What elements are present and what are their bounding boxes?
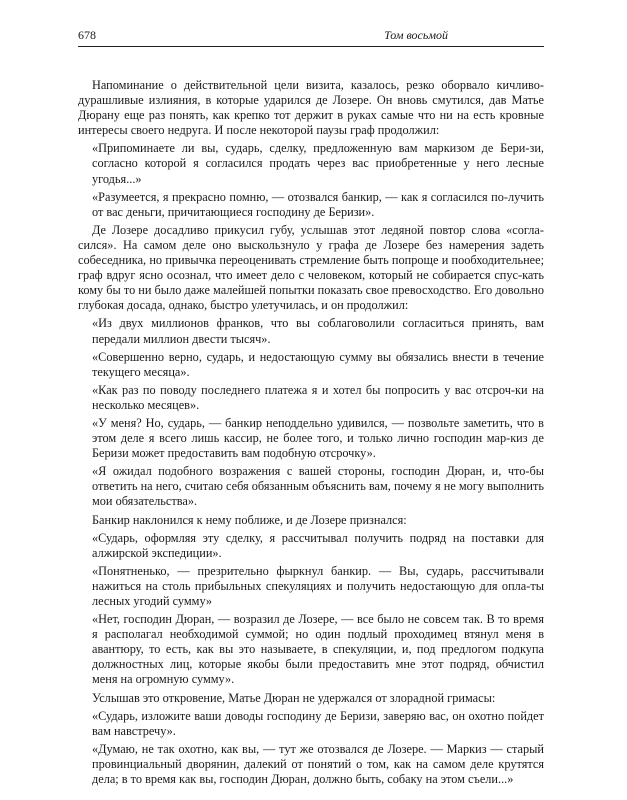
dialogue-line: «У меня? Но, сударь, — банкир неподдельно удивился, — позвольте заметить, что в этом деле я всего лишь кассир, не более того, и только лично господин мар-киз де Беризи может предоставить вам подобную отсрочку».: [92, 415, 544, 461]
dialogue-line: «Нет, господин Дюран, — возразил де Лозере, — все было не совсем так. В то время я располагал необходимой суммой; но один подлый проходимец втянул меня в авантюру, то есть, как вы это называете, в спекуляции, и, под предлогом подкупа должностных лиц, которые якобы были предоставить мне этот подряд, обчистил меня на огромную сумму».: [92, 612, 544, 687]
dialogue-line: «Как раз по поводу последнего платежа я и хотел бы попросить у вас отсроч-ки на несколько месяцев».: [92, 382, 544, 412]
dialogue-line: «Разумеется, я прекрасно помню, — отозвался банкир, — как я согласился по-лучить от вас деньги, причитающиеся господину де Беризи».: [92, 189, 544, 219]
page-header: [78, 28, 544, 47]
dialogue-line: «Припоминаете ли вы, сударь, сделку, предложенную вам маркизом де Бери-зи, согласно которой я согласился продать через вас приобретенные у него лесные угодья...»: [92, 141, 544, 186]
page-number: 678: [78, 28, 96, 42]
paragraph: Напоминание о действительной цели визита, казалось, резко оборвало кичливо-дурашливые излияния, в которые ударился де Лозере. Он вновь смутился, дав Матье Дюрану еще раз понять, как крепко тот держит в руках самые что ни на есть кровные интересы своего недруга. И после некоторой паузы граф продолжил:: [78, 78, 544, 138]
dialogue-line: «Сударь, оформляя эту сделку, я рассчитывал получить подряд на поставки для алжирской экспедиции».: [92, 530, 544, 560]
running-title: Том восьмой: [384, 28, 448, 42]
paragraph: Услышав это откровение, Матье Дюран не удержался от злорадной гримасы:: [92, 690, 496, 705]
dialogue-line: «Совершенно верно, сударь, и недостающую сумму вы обязались внести в течение текущего месяца».: [92, 349, 544, 379]
dialogue-line: «Я ожидал подобного возражения с вашей стороны, господин Дюран, и, что-бы ответить на него, считаю себя обязанным объяснить вам, почему я не могу выполнить мои обязательства».: [92, 464, 544, 509]
dialogue-line: «Сударь, изложите ваши доводы господину де Беризи, заверяю вас, он охотно пойдет вам навстречу».: [92, 708, 544, 738]
paragraph: Де Лозере досадливо прикусил губу, услышав этот ледяной повтор слова «согла-сился». На самом деле оно выскользнуло у графа де Лозере без намерения задеть собеседника, но привычка переоценивать стремление быть попроще и пообходительнее; граф вдруг ясно осознал, что имеет дело с человеком, который не собирается спус-кать кому бы то ни было даже малейшей попытки показать свое превосходство. Его довольно глубокая досада, однако, быстро улетучилась, и он продолжил:: [78, 222, 544, 313]
dialogue-line: «Понятненько, — презрительно фыркнул банкир. — Вы, сударь, рассчитывали нажиться на столь прибыльных спекуляциях и получить недостающую для опла-ты лесных угодий сумму»: [92, 563, 544, 608]
dialogue-line: «Из двух миллионов франков, что вы соблаговолили согласиться принять, вам передали миллион двести тысяч».: [92, 316, 544, 346]
dialogue-line: «Думаю, не так охотно, как вы, — тут же отозвался де Лозере. — Маркиз — старый провинциальный дворянин, далекий от понятий о том, как на самом деле крутятся дела; в то время как вы, господин Дюран, должно быть, собаку на этом съели...»: [92, 741, 544, 787]
paragraph: Банкир наклонился к нему поближе, и де Лозере признался:: [92, 512, 407, 527]
body-text: [78, 78, 544, 790]
